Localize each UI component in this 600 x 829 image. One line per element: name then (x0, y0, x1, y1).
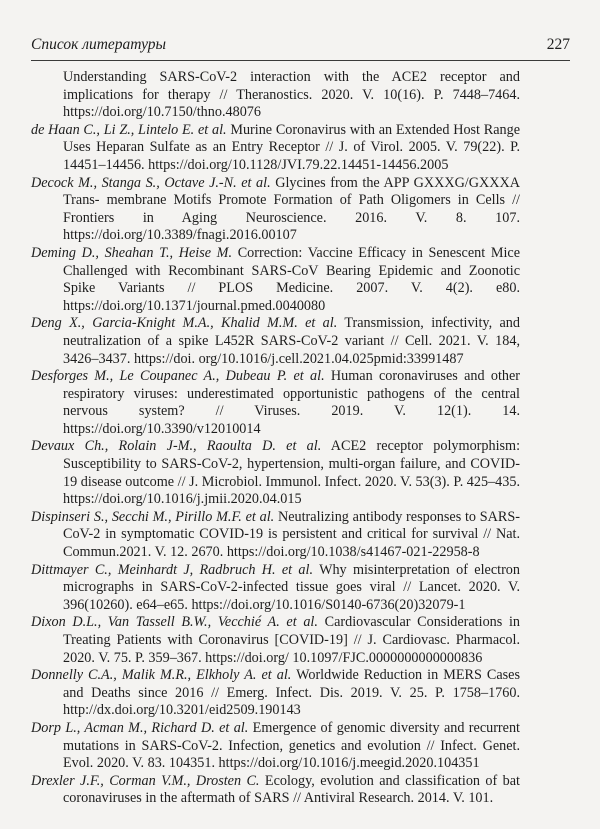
reference-entry (31, 562, 520, 615)
reference-text: Emergence of genomic diversity and recurrent mutations in SARS-CoV-2. Infection, genetics and evolution // Infect. Genet. Evol. 2020. V. 83. 104351. https://doi.org/10.1016/j.meegid.2020.104351 (63, 719, 520, 772)
reference-authors: Dittmayer C., Meinhardt J, Radbruch H. et al. (31, 561, 313, 578)
reference-entry (31, 438, 520, 508)
reference-authors: Dixon D.L., Van Tassell B.W., Vecchié A. et al. (31, 614, 318, 631)
reference-entry (31, 667, 520, 720)
reference-entry (31, 614, 520, 667)
reference-text: Neutralizing antibody responses to SARS-CoV-2 in symptomatic COVID-19 is persistent and critical for survival // Nat. Commun.2021. V. 12. 2670. https://doi.org/10.1038/s41467-021-22958-8 (63, 508, 520, 561)
reference-text: Glycines from the APP GXXXG/GXXXA Trans- membrane Motifs Promote Formation of Path Oligomers in Cells // Frontiers in Aging Neuroscience. 2016. V. 8. 107. https://doi.org/10.3389/fnagi.2016.00107 (63, 174, 520, 244)
reference-entry (31, 368, 520, 438)
reference-authors: Deming D., Sheahan T., Heise M. (31, 244, 233, 261)
page-number: 227 (546, 36, 570, 53)
reference-entry (31, 720, 520, 773)
reference-authors: Donnelly C.A., Malik M.R., Elkholy A. et al. (31, 667, 292, 684)
reference-text: Understanding SARS-CoV-2 interaction with the ACE2 receptor and implications for therapy // Theranostics. 2020. V. 10(16). P. 7448–7464. https://doi.org/10.7150/thno.48076 (63, 69, 520, 121)
reference-text: Correction: Vaccine Efficacy in Senescent Mice Challenged with Recombinant SARS-CoV Bearing Epidemic and Zoonotic Spike Variants // PLOS Medicine. 2007. V. 4(2). e80. https://doi.org/10.1371/journal.pmed.0040080 (63, 244, 521, 314)
reference-text: Why misinterpretation of electron micrographs in SARS-CoV-2-infected tissue goes viral // Lancet. 2020. V. 396(10260). e64–e65. https://doi.org/10.1016/S0140-6736(20)32079-1 (63, 561, 520, 613)
reference-text: Worldwide Reduction in MERS Cases and Deaths since 2016 // Emerg. Infect. Dis. 2019. V. 25. P. 1758–1760. http://dx.doi.org/10.3201/eid2509.190143 (63, 667, 520, 719)
reference-list (31, 69, 520, 808)
reference-entry (31, 245, 520, 315)
reference-text: Murine Coronavirus with an Extended Host Range Uses Heparan Sulfate as an Entry Receptor // J. of Virol. 2005. V. 79(22). P. 14451–14456. https://doi.org/10.1128/JVI.79.22.14451-14456.2005 (63, 121, 520, 173)
reference-authors: Drexler J.F., Corman V.M., Drosten C. (31, 772, 260, 789)
reference-entry (31, 773, 520, 808)
reference-authors: de Haan C., Li Z., Lintelo E. et al. (31, 121, 227, 138)
reference-text: Transmission, infectivity, and neutralization of a spike L452R SARS-CoV-2 variant // Cell. 2021. V. 184, 3426–3437. https://doi. org/10.1016/j.cell.2021.04.025pmid:33991487 (63, 315, 520, 367)
reference-text: Human coronaviruses and other respiratory viruses: underestimated opportunistic pathogens of the central nervous system? // Viruses. 2019. V. 12(1). 14. https://doi.org/10.3390/v12010014 (63, 368, 520, 437)
reference-entry (31, 69, 520, 122)
reference-authors: Dorp L., Acman M., Richard D. et al. (31, 719, 249, 736)
reference-entry (31, 122, 520, 175)
reference-text: Cardiovascular Considerations in Treating Patients with Coronavirus [COVID-19] // J. Cardiovasc. Pharmacol. 2020. V. 75. P. 359–367. https://doi.org/ 10.1097/FJC.0000000000000836 (63, 614, 520, 666)
reference-text: ACE2 receptor polymorphism: Susceptibility to SARS-CoV-2, hypertension, multi-organ failure, and COVID-19 disease outcome // J. Microbiol. Immunol. Infect. 2020. V. 53(3). P. 425–435. https://doi.org/10.1016/j.jmii.2020.04.015 (63, 438, 521, 508)
reference-entry (31, 315, 520, 368)
reference-authors: Decock M., Stanga S., Octave J.-N. et al. (31, 174, 271, 191)
reference-text: Ecology, evolution and classification of bat coronaviruses in the aftermath of SARS // Antiviral Research. 2014. V. 101. (63, 772, 520, 807)
reference-authors: Dispinseri S., Secchi M., Pirillo M.F. et al. (31, 508, 275, 525)
reference-authors: Deng X., Garcia-Knight M.A., Khalid M.M. et al. (31, 315, 338, 332)
reference-entry (31, 175, 520, 245)
reference-entry (31, 509, 520, 562)
running-title: Список литературы (31, 36, 167, 53)
reference-authors: Devaux Ch., Rolain J-M., Raoulta D. et al. (31, 438, 322, 455)
page-header (31, 36, 570, 61)
reference-authors: Desforges M., Le Coupanec A., Dubeau P. et al. (31, 368, 325, 385)
